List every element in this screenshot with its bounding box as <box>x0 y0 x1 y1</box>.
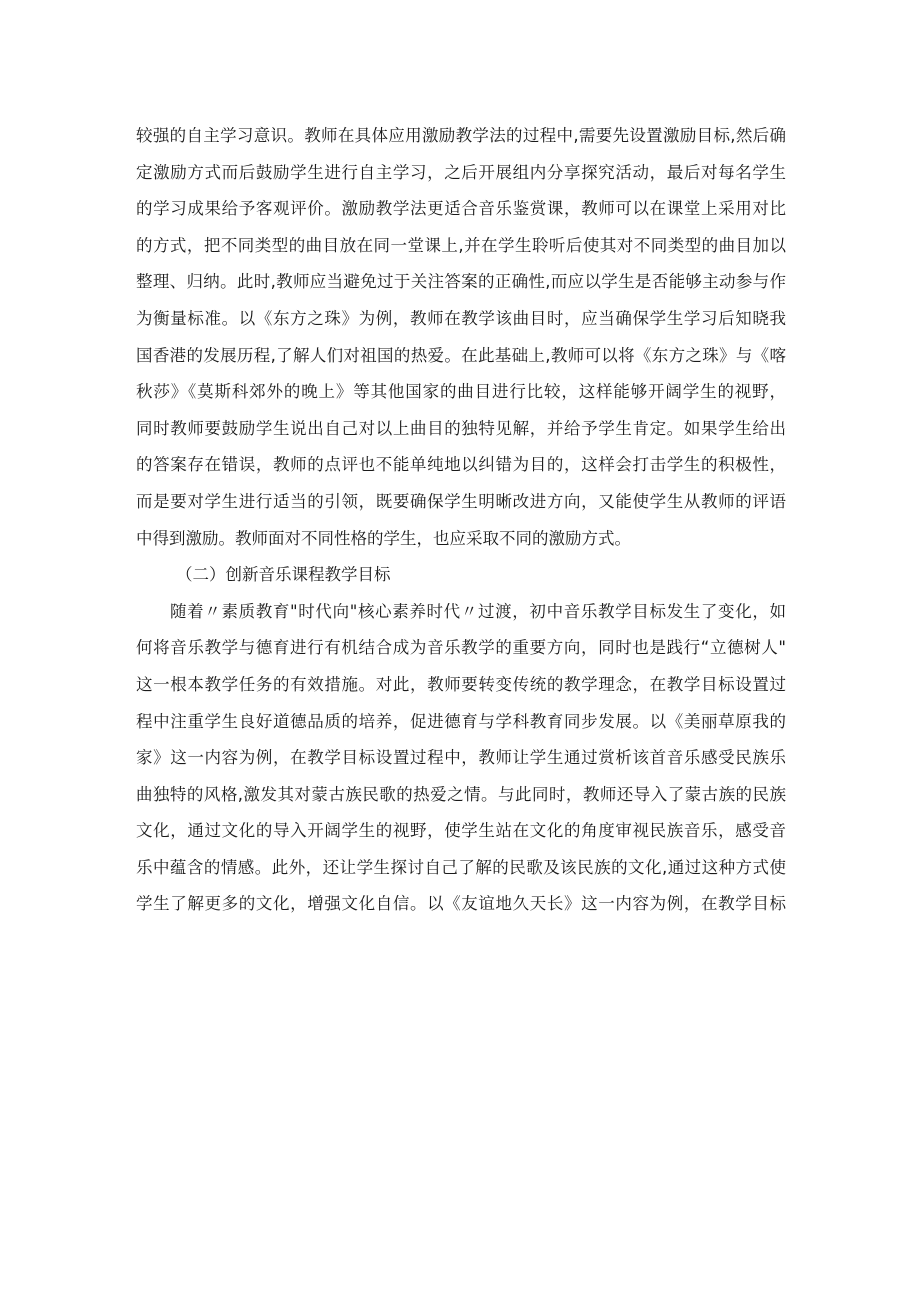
text-line: 何将音乐教学与德育进行有机结合成为音乐教学的重要方向，同时也是践行“立德树人" <box>136 638 786 658</box>
text-line: 较强的自主学习意识。教师在具体应用激励教学法的过程中,需要先设置激励目标,然后确 <box>136 126 786 145</box>
text-line: 乐中蕴含的情感。此外，还让学生探讨自己了解的民歌及该民族的文化,通过这种方式使 <box>136 857 786 877</box>
paragraph-1 <box>136 118 786 557</box>
text-line: 文化，通过文化的导入开阔学生的视野，使学生站在文化的角度审视民族音乐，感受音 <box>136 821 786 841</box>
section-heading: （二）创新音乐课程教学目标 <box>176 565 391 585</box>
text-line: 定激励方式而后鼓励学生进行自主学习，之后开展组内分享探究活动，最后对每名学生 <box>136 162 786 182</box>
text-line: 程中注重学生良好道德品质的培养，促进德育与学科教育同步发展。以《美丽草原我的 <box>136 711 786 731</box>
text-line: 整理、归纳。此时,教师应当避免过于关注答案的正确性,而应以学生是否能够主动参与作 <box>136 272 786 292</box>
document-body <box>136 118 786 923</box>
text-line: 曲独特的风格,激发其对蒙古族民歌的热爱之情。与此同时，教师还导入了蒙古族的民族 <box>136 784 786 804</box>
text-line: 的方式，把不同类型的曲目放在同一堂课上,并在学生聆听后使其对不同类型的曲目加以 <box>136 235 786 255</box>
text-line: 家》这一内容为例，在教学目标设置过程中，教师让学生通过赏析该首音乐感受民族乐 <box>136 748 786 768</box>
text-line: 这一根本教学任务的有效措施。对此，教师要转变传统的教学理念，在教学目标设置过 <box>136 674 786 694</box>
text-line: 中得到激励。教师面对不同性格的学生，也应采取不同的激励方式。 <box>136 528 631 548</box>
text-line: 的答案存在错误，教师的点评也不能单纯地以纠错为目的，这样会打击学生的积极性， <box>136 455 786 475</box>
text-line: 同时教师要鼓励学生说出自己对以上曲目的独特见解，并给予学生肯定。如果学生给出 <box>136 418 786 438</box>
text-line: 而是要对学生进行适当的引领，既要确保学生明晰改进方向，又能使学生从教师的评语 <box>136 491 786 511</box>
paragraph-2 <box>136 594 786 923</box>
text-line: 国香港的发展历程,了解人们对祖国的热爱。在此基础上,教师可以将《东方之珠》与《喀 <box>136 345 786 365</box>
text-line: 随着〃素质教育"时代向"核心素养时代〃过渡，初中音乐教学目标发生了变化，如 <box>170 601 786 621</box>
text-line: 的学习成果给予客观评价。激励教学法更适合音乐鉴赏课，教师可以在课堂上采用对比 <box>136 199 786 219</box>
text-line: 学生了解更多的文化，增强文化自信。以《友谊地久天长》这一内容为例，在教学目标 <box>136 894 786 914</box>
text-line: 秋莎》《莫斯科郊外的晚上》等其他国家的曲目进行比较，这样能够开阔学生的视野， <box>136 382 786 402</box>
text-line: 为衡量标准。以《东方之珠》为例，教师在教学该曲目时，应当确保学生学习后知晓我 <box>136 308 786 328</box>
